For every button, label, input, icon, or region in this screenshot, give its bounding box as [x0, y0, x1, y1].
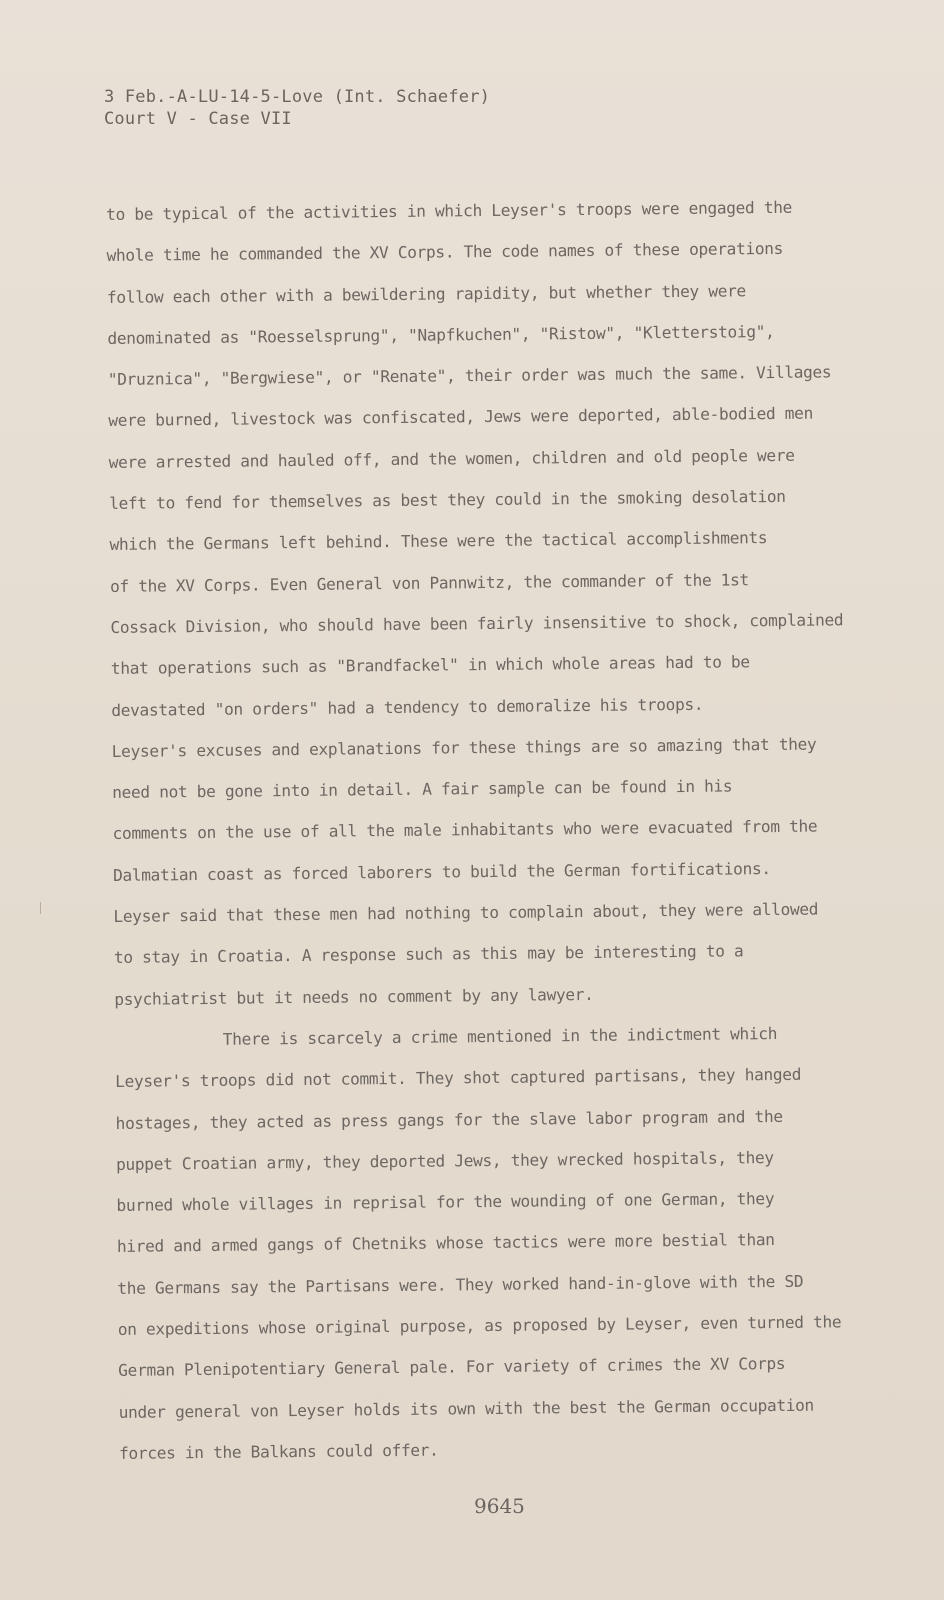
- text-line: were burned, livestock was confiscated, Jews were deported, able-bodied men: [108, 404, 814, 431]
- text-line: on expeditions whose original purpose, as proposed by Leyser, even turned the: [117, 1312, 842, 1339]
- text-line: comments on the use of all the male inhabitants who were evacuated from the: [112, 817, 818, 844]
- text-line: German Plenipotentiary General pale. For variety of crimes the XV Corps: [118, 1354, 786, 1381]
- page-number: 9645: [474, 1494, 525, 1518]
- text-line: were arrested and hauled off, and the women, children and old people were: [108, 445, 795, 472]
- text-line: need not be gone into in detail. A fair sample can be found in his: [112, 776, 733, 803]
- text-line: puppet Croatian army, they deported Jews, they wrecked hospitals, they: [115, 1147, 774, 1174]
- margin-mark: [40, 902, 41, 914]
- text-line: the Germans say the Partisans were. They worked hand-in-glove with the SD: [117, 1271, 804, 1298]
- text-line: whole time he commanded the XV Corps. The code names of these operations: [106, 239, 784, 266]
- text-line-indented: There is scarcely a crime mentioned in the indictment which: [222, 1023, 778, 1049]
- text-line: to stay in Croatia. A response such as this may be interesting to a: [113, 941, 744, 968]
- document-body: [106, 196, 909, 1484]
- text-line: hired and armed gangs of Chetniks whose tactics were more bestial than: [116, 1230, 775, 1257]
- text-line: follow each other with a bewildering rapidity, but whether they were: [106, 280, 746, 307]
- text-line: hostages, they acted as press gangs for the slave labor program and the: [115, 1106, 783, 1133]
- text-line: forces in the Balkans could offer.: [118, 1440, 439, 1463]
- document-header: [104, 86, 490, 130]
- header-court-line: Court V - Case VII: [104, 109, 292, 129]
- text-line: psychiatrist but it needs no comment by any lawyer.: [114, 984, 594, 1009]
- text-line: of the XV Corps. Even General von Pannwitz, the commander of the 1st: [109, 569, 749, 596]
- text-line: burned whole villages in reprisal for the wounding of one German, they: [116, 1189, 775, 1216]
- text-line: under general von Leyser holds its own with the best the German occupation: [118, 1395, 815, 1422]
- text-line: that operations such as "Brandfackel" in which whole areas had to be: [110, 652, 750, 679]
- text-line: Leyser's troops did not commit. They shot captured partisans, they hanged: [115, 1065, 802, 1092]
- text-line: Leyser said that these men had nothing to complain about, they were allowed: [113, 899, 819, 927]
- text-line: Dalmatian coast as forced laborers to build the German fortifications.: [112, 858, 771, 885]
- text-line: devastated "on orders" had a tendency to demoralize his troops.: [111, 694, 704, 720]
- text-line: "Druznica", "Bergwiese", or "Renate", their order was much the same. Villages: [107, 362, 832, 390]
- text-line: which the Germans left behind. These were the tactical accomplishments: [109, 528, 768, 555]
- header-reference-line: 3 Feb.-A-LU-14-5-Love (Int. Schaefer): [104, 87, 491, 107]
- text-line: Cossack Division, who should have been fairly insensitive to shock, complained: [110, 610, 844, 637]
- text-line: to be typical of the activities in which Leyser's troops were engaged the: [106, 197, 793, 224]
- text-line: denominated as "Roesselsprung", "Napfkuchen", "Ristow", "Kletterstoig",: [107, 321, 775, 348]
- text-line: left to fend for themselves as best they could in the smoking desolation: [109, 486, 786, 514]
- text-line: Leyser's excuses and explanations for these things are so amazing that they: [111, 734, 817, 761]
